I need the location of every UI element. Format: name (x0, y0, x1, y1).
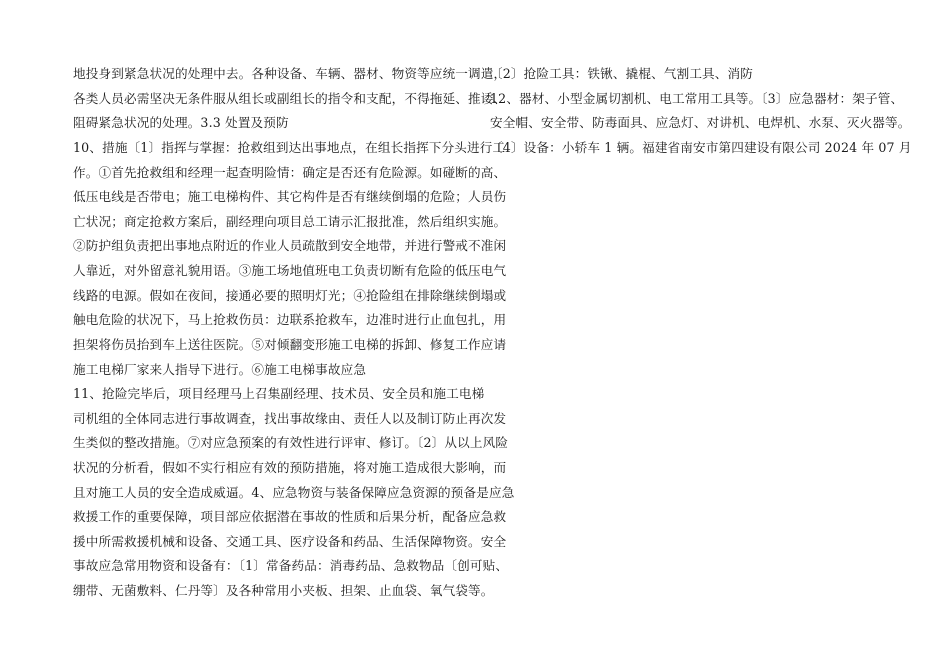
text-line: 作。①首先抢救组和经理一起查明险情：确定是否还有危险源。如碰断的高、 (73, 165, 507, 180)
text-line: 〔2〕抢险工具：铁锹、撬棍、气割工具、消防 (490, 66, 754, 81)
text-line: 司机组的全体同志进行事故调查，找出事故缘由、责任人以及制订防止再次发 (73, 411, 507, 426)
text-line: 各类人员必需坚决无条件服从组长或副组长的指令和支配，不得拖延、推诿、 (73, 91, 507, 106)
text-line: 线路的电源。假如在夜间，接通必要的照明灯光；④抢险组在排除继续倒塌或 (73, 288, 507, 303)
text-line: 〔4〕设备：小轿车 1 辆。福建省南安市第四建设有限公司 2024 年 07 月 (490, 140, 912, 155)
text-line: 地投身到紧急状况的处理中去。各种设备、车辆、器材、物资等应统一调遣， (73, 66, 507, 81)
text-line: 10、措施〔1〕指挥与掌握：抢救组到达出事地点，在组长指挥下分头进行工 (73, 140, 506, 155)
text-line: 施工电梯厂家来人指导下进行。⑥施工电梯事故应急 (73, 362, 367, 377)
text-line: 人靠近，对外留意礼貌用语。③施工场地值班电工负责切断有危险的低压电气 (73, 263, 507, 278)
text-line: 状况的分析看，假如不实行相应有效的预防措施，将对施工造成很大影响，而 (73, 460, 507, 475)
text-line: 绷带、无菌敷料、仁丹等〕及各种常用小夹板、担架、止血袋、氧气袋等。 (73, 583, 494, 598)
text-line: 安全帽、安全带、防毒面具、应急灯、对讲机、电焊机、水泵、灭火器等。 (490, 115, 911, 130)
text-line: ②防护组负责把出事地点附近的作业人员疏散到安全地带，并进行警戒不准闲 (73, 238, 507, 253)
text-line: 救援工作的重要保障，项目部应依据潜在事故的性质和后果分析，配备应急救 (73, 509, 507, 524)
text-line: 12、器材、小型金属切割机、电工常用工具等。〔3〕应急器材：架子管、 (490, 91, 904, 106)
text-line: 生类似的整改措施。⑦对应急预案的有效性进行评审、修订。〔2〕从以上风险 (73, 435, 509, 450)
text-line: 亡状况；商定抢救方案后，副经理向项目总工请示汇报批准，然后组织实施。 (73, 214, 507, 229)
text-line: 低压电线是否带电；施工电梯构件、其它构件是否有继续倒塌的危险；人员伤 (73, 189, 507, 204)
text-line: 11、抢险完毕后，项目经理马上召集副经理、技术员、安全员和施工电梯 (73, 386, 485, 401)
text-line: 援中所需救援机械和设备、交通工具、医疗设备和药品、生活保障物资。安全 (73, 534, 507, 549)
text-line: 阻碍紧急状况的处理。3.3 处置及预防 (73, 115, 289, 130)
text-line: 事故应急常用物资和设备有：〔1〕常备药品：消毒药品、急救物品〔创可贴、 (73, 558, 509, 573)
text-line: 触电危险的状况下，马上抢救伤员：边联系抢救车，边准时进行止血包扎，用 (73, 312, 507, 327)
text-line: 且对施工人员的安全造成威逼。4、应急物资与装备保障应急资源的预备是应急 (73, 485, 515, 500)
text-line: 担架将伤员抬到车上送往医院。⑤对倾翻变形施工电梯的拆卸、修复工作应请 (73, 337, 507, 352)
